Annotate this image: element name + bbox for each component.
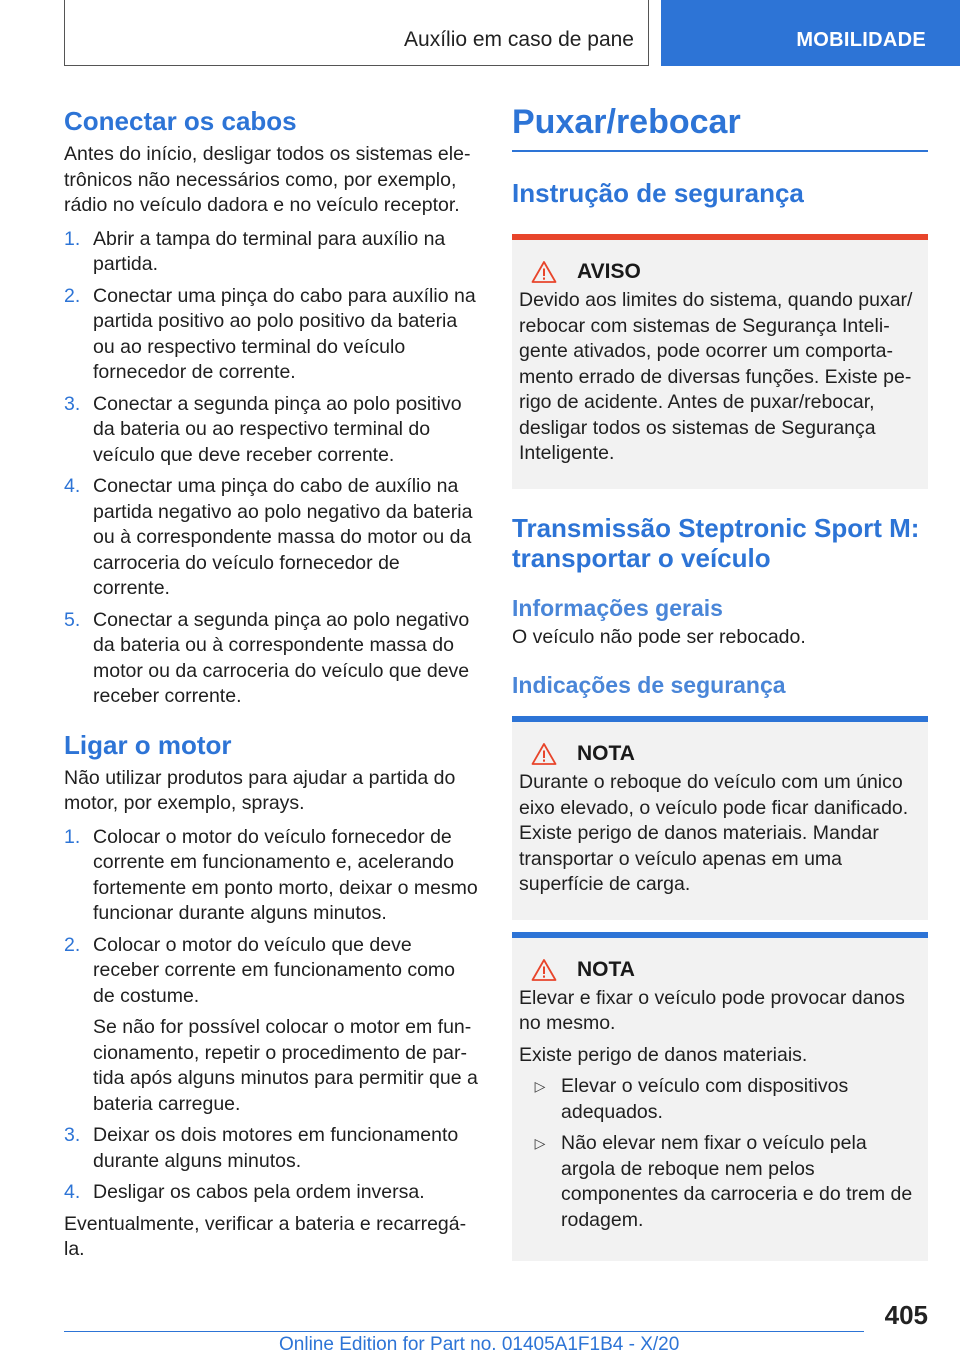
list-item: 4. Conectar uma pinça do cabo de auxílio na partida negativo ao polo negativo da bateria ou à correspondente massa do motor ou da carroceria do veículo fornecedor de corrente. bbox=[64, 475, 473, 599]
list-item: 5. Conectar a segunda pinça ao polo negativo da bateria ou à correspondente massa do motor ou da carroceria do veículo que deve receber corrente. bbox=[64, 608, 470, 707]
triangle-right-icon: ▷ bbox=[534, 1135, 546, 1151]
triangle-right-icon: ▷ bbox=[534, 1078, 546, 1094]
ligar-intro: Não utilizar produtos para ajudar a partida do motor, por exemplo, sprays. bbox=[64, 766, 456, 814]
info-text: O veículo não pode ser rebocado. bbox=[512, 625, 806, 648]
ligar-outro: Eventualmente, verificar a bateria e recarregá-la. bbox=[64, 1212, 467, 1260]
warning-label: AVISO bbox=[577, 260, 641, 283]
list-item: ▷ Não elevar nem fixar o veículo pela argola de reboque nem pelos componentes da carroceria e do trem de rodagem. bbox=[519, 1131, 920, 1233]
heading-ligar: Ligar o motor bbox=[64, 729, 232, 760]
ligar-steps bbox=[64, 825, 480, 1206]
list-item: 4. Desligar os cabos pela ordem inversa. bbox=[64, 1181, 425, 1203]
note-text: Durante o reboque do veículo com um único eixo elevado, o veículo pode ficar danificado. Existe perigo de danos materiais. Mandar transportar o veículo apenas em uma superfície de carga. bbox=[519, 771, 909, 895]
heading-info: Informações gerais bbox=[512, 594, 723, 621]
right-column bbox=[512, 100, 928, 1261]
list-item: 1. Abrir a tampa do terminal para auxílio na partida. bbox=[64, 227, 446, 275]
header-section-tab bbox=[64, 0, 649, 66]
warning-box bbox=[512, 234, 928, 489]
note-text: Elevar e fixar o veículo pode provocar danos no mesmo. bbox=[519, 986, 905, 1034]
footer-rule bbox=[64, 1331, 864, 1332]
list-item: 2. Colocar o motor do veículo que deve receber corrente em funcionamento como de costume. Se não for possível colocar o motor em funcionamento, repetir o procedimento de partida após alguns minutos para permitir que a bateria carregue. bbox=[64, 933, 480, 1118]
note-label: NOTA bbox=[577, 957, 635, 981]
ligar-step-2-note: Se não for possível colocar o motor em funcionamento, repetir o procedimento de partida após alguns minutos para permitir que a bateria carregue. bbox=[93, 1016, 478, 1115]
header-section-title: Auxílio em caso de pane bbox=[404, 28, 634, 51]
warning-triangle-icon bbox=[531, 742, 557, 766]
heading-instrucao: Instrução de segurança bbox=[512, 178, 804, 208]
heading-steptronic: Transmissão Steptronic Sport M: transportar o veículo bbox=[512, 512, 920, 573]
header-chapter-title: MOBILIDADE bbox=[796, 29, 926, 51]
header-chapter-tab bbox=[661, 0, 960, 66]
heading-conectar: Conectar os cabos bbox=[64, 106, 297, 136]
note-text: Existe perigo de danos materiais. bbox=[519, 1043, 808, 1066]
list-item: 3. Deixar os dois motores em funcionamento durante alguns minutos. bbox=[64, 1124, 459, 1172]
note-label: NOTA bbox=[577, 742, 635, 765]
list-item: ▷ Elevar o veículo com dispositivos adequados. bbox=[519, 1074, 920, 1125]
conectar-intro: Antes do início, desligar todos os sistemas eletrônicos não necessários como, por exemplo, rádio no veículo dadora e no veículo receptor. bbox=[64, 143, 471, 216]
note-box-1 bbox=[512, 716, 928, 920]
note-bullets bbox=[519, 1074, 920, 1233]
warning-triangle-icon bbox=[531, 260, 557, 284]
warning-triangle-icon bbox=[531, 958, 557, 982]
left-column bbox=[64, 100, 480, 1263]
footer-edition: Online Edition for Part no. 01405A1F1B4 - X/20 bbox=[279, 1334, 680, 1355]
heading-puxar: Puxar/rebocar bbox=[512, 103, 741, 141]
page-number: 405 bbox=[884, 1300, 928, 1330]
warning-text: Devido aos limites do sistema, quando puxar/ rebocar com sistemas de Segurança Inteligente ativados, pode ocorrer um comportamento errado de diversas funções. Existe perigo de acidente. Antes de puxar/rebocar, desligar todos os sistemas de Segurança Inteligente. bbox=[519, 289, 913, 464]
conectar-steps bbox=[64, 227, 480, 710]
note-box-2 bbox=[512, 932, 928, 1262]
list-item: 2. Conectar uma pinça do cabo para auxílio na partida positivo ao polo positivo da bateria ou ao respectivo terminal do veículo fornecedor de corrente. bbox=[64, 284, 476, 383]
heading-rule bbox=[512, 150, 928, 152]
list-item: 1. Colocar o motor do veículo fornecedor de corrente em funcionamento e, acelerando fortemente em ponto morto, deixar o mesmo funcionar durante alguns minutos. bbox=[64, 825, 478, 924]
list-item: 3. Conectar a segunda pinça ao polo positivo da bateria ou ao respectivo terminal do veículo que deve receber corrente. bbox=[64, 392, 462, 466]
heading-indicacoes: Indicações de segurança bbox=[512, 672, 786, 698]
